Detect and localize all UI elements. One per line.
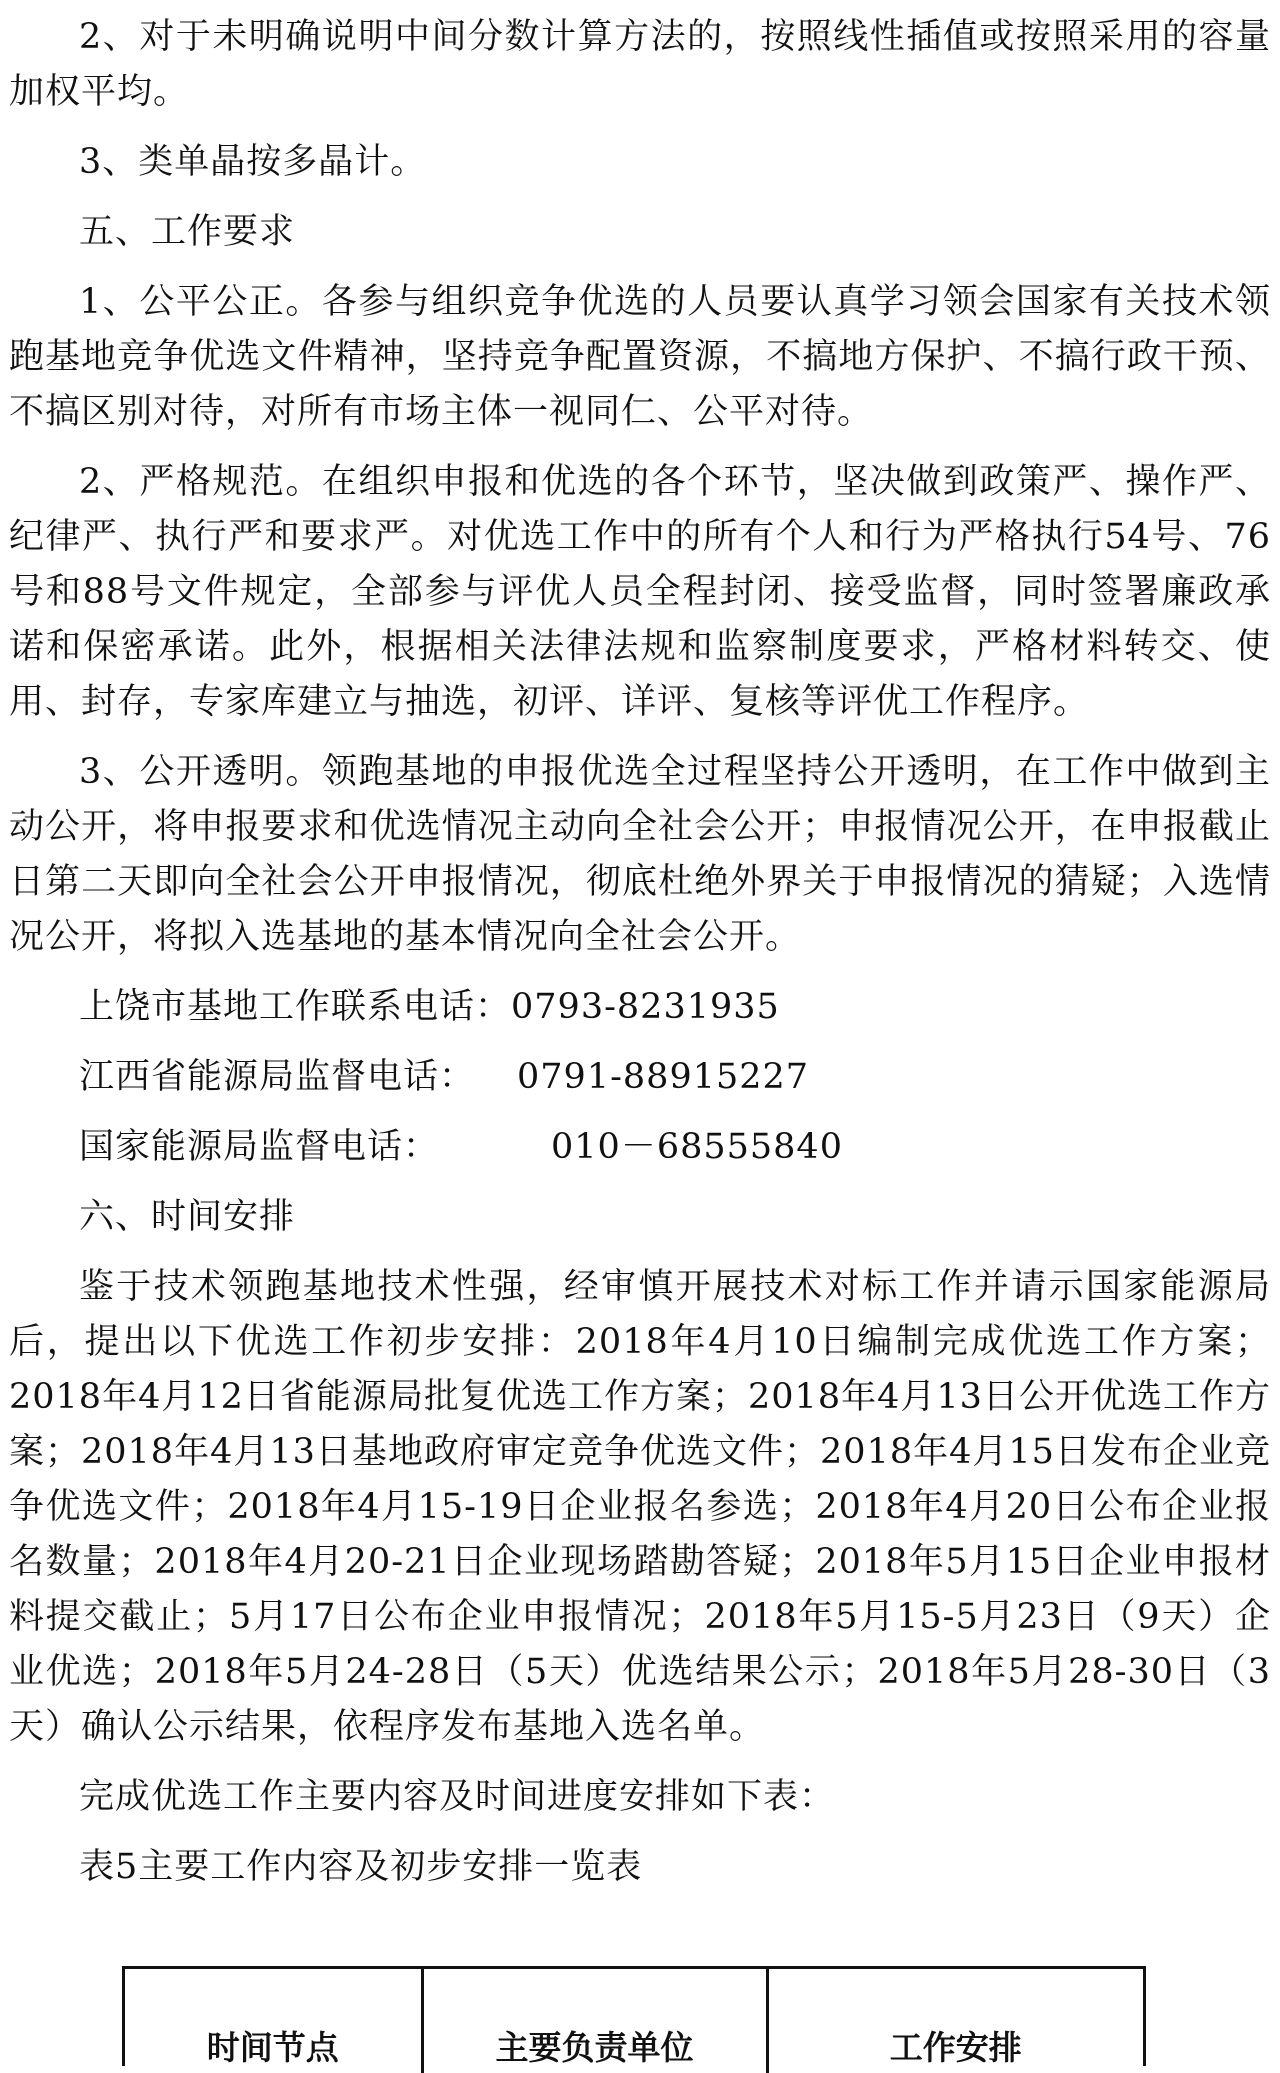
schedule-table [122,1966,1146,2066]
paragraph-table-intro: 完成优选工作主要内容及时间进度安排如下表： [79,1777,836,1817]
contact-number: 010－68555840 [551,1127,843,1167]
document-page [9,10,1271,1910]
paragraph-transparency: 3、公开透明。领跑基地的申报优选全过程坚持公开透明，在工作中做到主动公开，将申报要求和优选情况主动向全社会公开；申报情况公开，在申报截止日第二天即向全社会公开申报情况，彻底杜绝外界关于申报情况的猜疑；入选情况公开，将拟入选基地的基本情况向全社会公开。 [9,752,1271,957]
column-header-responsible-unit: 主要负责单位 [422,1969,767,2073]
contact-number: 0793-8231935 [511,987,780,1027]
paragraph-interpolation: 2、对于未明确说明中间分数计算方法的，按照线性插值或按照采用的容量加权平均。 [9,17,1271,112]
contact-line-jiangxi [9,1050,1271,1105]
paragraph-schedule: 鉴于技术领跑基地技术性强，经审慎开展技术对标工作并请示国家能源局后，提出以下优选工作初步安排：2018年4月10日编制完成优选工作方案；2018年4月12日省能源局批复优选工作方案；2018年4月13日公开优选工作方案；2018年4月13日基地政府审定竞争优选文件；2018年4月15日发布企业竞争优选文件；2018年4月15-19日企业报名参选；2018年4月20日公布企业报名数量；2018年4月20-21日企业现场踏勘答疑；2018年5月15日企业申报材料提交截止；5月17日公布企业申报情况；2018年5月15-5月23日（9天）企业优选；2018年5月24-28日（5天）优选结果公示；2018年5月28-30日（3天）确认公示结果，依程序发布基地入选名单。 [9,1267,1271,1747]
contact-label: 国家能源局监督电话： [79,1127,440,1167]
paragraph-fairness: 1、公平公正。各参与组织竞争优选的人员要认真学习领会国家有关技术领跑基地竞争优选文件精神，坚持竞争配置资源，不搞地方保护、不搞行政干预、不搞区别对待，对所有市场主体一视同仁、公平对待。 [9,282,1271,432]
column-header-work-arrangement: 工作安排 [767,1969,1143,2073]
table-header-row [125,1969,1143,2073]
column-header-time-node: 时间节点 [206,2028,339,2067]
contact-line-shangrao [9,980,1271,1035]
heading-schedule: 六、时间安排 [79,1197,296,1237]
contact-label: 江西省能源局监督电话： [79,1057,476,1097]
contact-line-national [9,1120,1271,1175]
paragraph-quasi-mono: 3、类单晶按多晶计。 [79,142,427,182]
paragraph-strict-rules: 2、严格规范。在组织申报和优选的各个环节，坚决做到政策严、操作严、纪律严、执行严和要求严。对优选工作中的所有个人和行为严格执行54号、76号和88号文件规定，全部参与评优人员全程封闭、接受监督，同时签署廉政承诺和保密承诺。此外，根据相关法律法规和监察制度要求，严格材料转交、使用、封存，专家库建立与抽选，初评、详评、复核等评优工作程序。 [9,462,1271,722]
heading-work-requirements: 五、工作要求 [79,212,296,252]
table-caption: 表5主要工作内容及初步安排一览表 [79,1847,643,1887]
contact-label: 上饶市基地工作联系电话： [79,987,512,1027]
contact-number: 0791-88915227 [517,1057,810,1097]
